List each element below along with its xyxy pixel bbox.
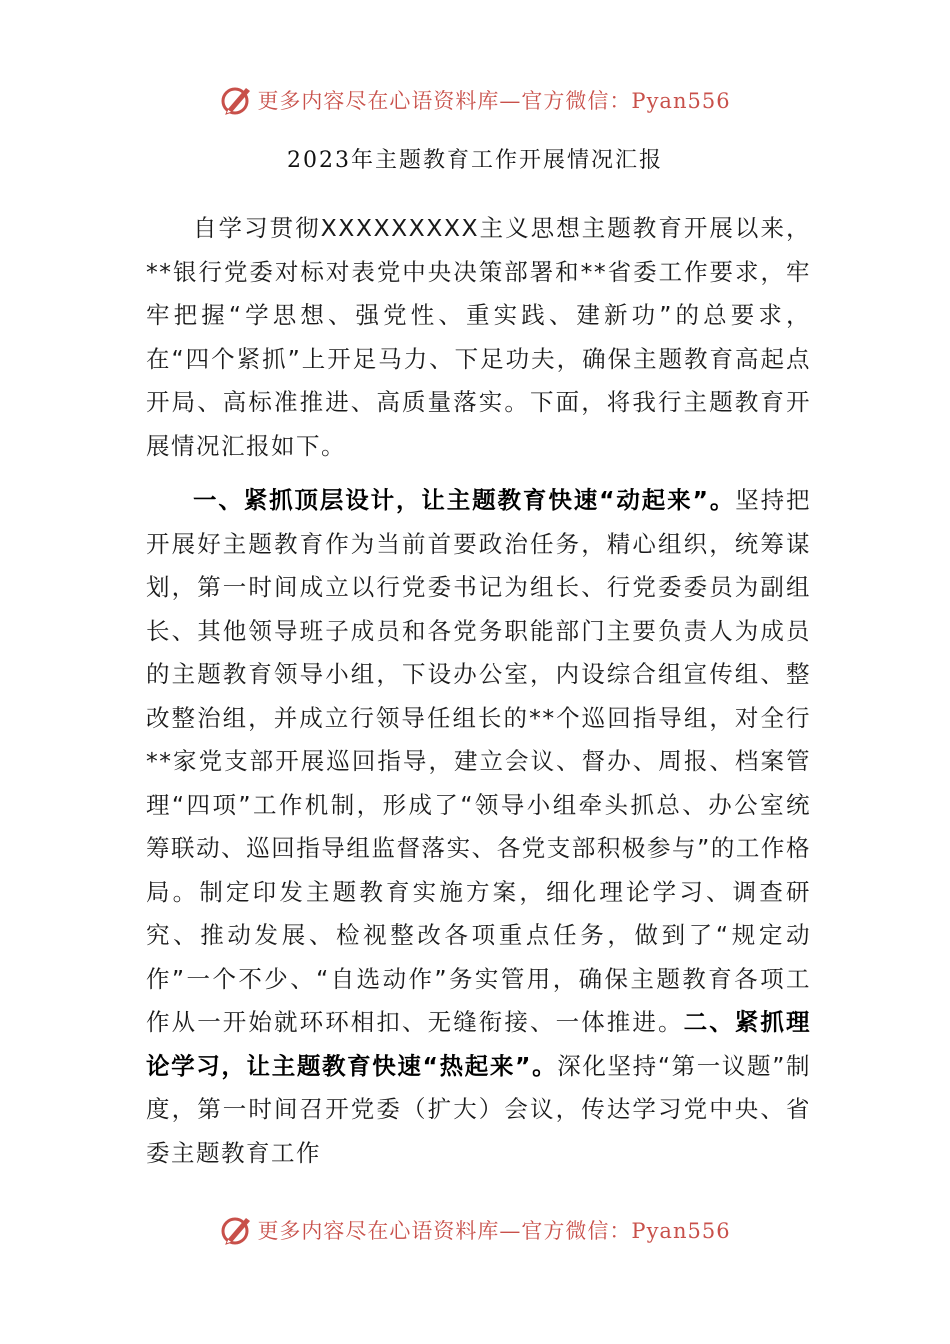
paragraph-section-1: [146, 479, 811, 1175]
pen-circle-logo-icon: [219, 1212, 255, 1248]
paragraph-text: 坚持把开展好主题教育作为当前首要政治任务，精心组织，统筹谋划，第一时间成立以行党委书记为组长、行党委委员为副组长、其他领导班子成员和各党务职能部门主要负责人为成员的主题教育领导小组，下设办公室，内设综合组宣传组、整改整治组，并成立行领导任组长的**个巡回指导组，对全行**家党支部开展巡回指导，建立会议、督办、周报、档案管理“四项”工作机制，形成了“领导小组牵头抓总、办公室统筹联动、巡回指导组监督落实、各党支部积极参与”的工作格局。制定印发主题教育实施方案，细化理论学习、调查研究、推动发展、检视整改各项重点任务，做到了“规定动作”一个不少、“自选动作”务实管用，确保主题教育各项工作从一开始就环环相扣、无缝衔接、一体推进。: [146, 486, 812, 1036]
pen-circle-logo-icon: [219, 82, 255, 118]
document-body: [146, 207, 811, 1175]
paragraph-text: 自学习贯彻XXXXXXXXX主义思想主题教育开展以来，**银行党委对标对表党中央决策部署和**省委工作要求，牢牢把握“学思想、强党性、重实践、建新功”的总要求，在“四个紧抓”上开足马力、下足功夫，确保主题教育高起点开局、高标准推进、高质量落实。下面，将我行主题教育开展情况汇报如下。: [146, 214, 811, 460]
watermark-text: 更多内容尽在心语资料库—官方微信：Pyan556: [257, 89, 731, 113]
section-heading-1: 一、紧抓顶层设计，让主题教育快速“动起来”。: [193, 486, 736, 514]
watermark-footer: [0, 1212, 950, 1248]
document-title: 2023年主题教育工作开展情况汇报: [287, 148, 663, 173]
paragraph-text: 深化坚持“第一议题”制度，第一时间召开党委（扩大）会议，传达学习党中央、省委主题教育工作: [146, 1051, 812, 1167]
watermark-header: [0, 82, 950, 118]
paragraph-intro: [146, 207, 811, 468]
watermark-text: 更多内容尽在心语资料库—官方微信：Pyan556: [257, 1219, 731, 1243]
section-heading-2: 二、紧抓理论学习，让主题教育快速“热起来”。: [146, 1008, 812, 1080]
